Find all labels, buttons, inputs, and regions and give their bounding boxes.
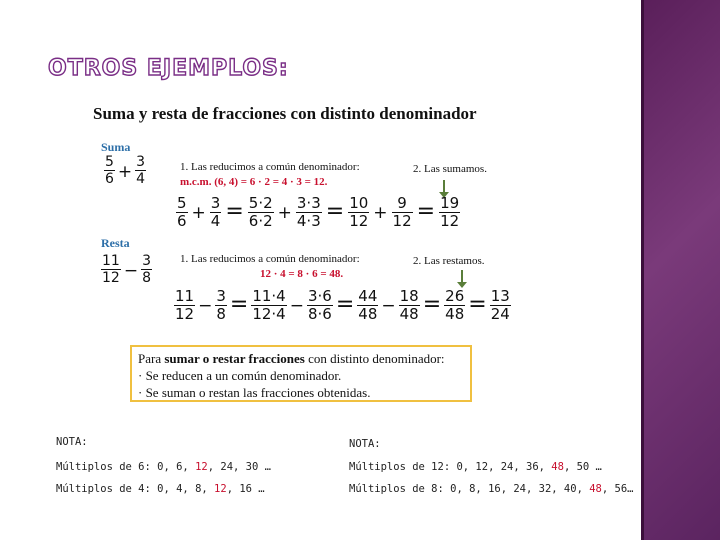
fraction-numerator: 5·2: [248, 194, 273, 212]
resta-problem-fraction: [141, 254, 152, 285]
document-title: Suma y resta de fracciones con distinto denominador: [93, 104, 477, 123]
resta-eq-equals-sign: =: [468, 292, 487, 317]
note-right-line-2-highlight: 48: [589, 483, 602, 495]
resta-label: Resta: [101, 236, 130, 250]
suma-problem-plus-sign: +: [117, 162, 133, 182]
note-right-line-2-suffix: , 56…: [601, 483, 634, 495]
rule-line-3: · Se suman o restan las fracciones obtenidas.: [138, 385, 371, 400]
rule-line-1-bold: sumar o restar fracciones: [164, 351, 305, 366]
resta-arrow: [461, 270, 463, 283]
suma-step1-calc: m.c.m. (6, 4) = 6 · 2 = 4 · 3 = 12.: [180, 176, 328, 188]
fraction-denominator: 6: [105, 171, 114, 187]
fraction-numerator: 11: [102, 253, 120, 269]
fraction-denominator: 48: [445, 305, 465, 323]
fraction-numerator: 26: [445, 287, 465, 305]
note-left-line-2-prefix: Múltiplos de 4: 0, 4, 8,: [56, 483, 215, 495]
fraction-numerator: 11: [175, 287, 195, 305]
resta-step2: 2. Las restamos.: [413, 255, 485, 267]
resta-eq-equals-sign: =: [422, 292, 442, 317]
fraction-numerator: 3: [142, 253, 151, 269]
suma-problem-fraction: [135, 155, 146, 186]
note-left-line-2-highlight: 12: [214, 483, 227, 495]
suma-eq-plus-sign: +: [277, 203, 292, 223]
fraction-denominator: 48: [399, 305, 419, 323]
fraction-denominator: 6·2: [248, 212, 273, 230]
fraction-denominator: 12: [102, 270, 120, 286]
fraction-numerator: 10: [349, 194, 369, 212]
fraction-numerator: 18: [399, 287, 419, 305]
slide-title: OTROS EJEMPLOS:: [48, 56, 289, 81]
note-right-line-1-suffix: , 50 …: [563, 461, 602, 473]
note-left-line-1: [56, 461, 271, 473]
decorative-side-band: [641, 0, 720, 540]
resta-problem-fraction: [101, 254, 121, 285]
note-left-line-1-suffix: , 24, 30 …: [207, 461, 271, 473]
resta-eq-fraction: [490, 289, 511, 322]
resta-eq-fraction: [251, 289, 286, 322]
resta-step1: 1. Las reducimos a común denominador:: [180, 253, 360, 265]
resta-eq-minus-sign: −: [289, 296, 304, 316]
side-band-edge: [641, 0, 644, 540]
suma-eq-fraction: [392, 196, 413, 229]
fraction-numerator: 5: [177, 194, 187, 212]
fraction-denominator: 12: [392, 212, 412, 230]
fraction-denominator: 4·3: [296, 212, 321, 230]
rule-line-1: [138, 350, 464, 367]
suma-eq-equals-sign: =: [416, 199, 436, 224]
suma-eq-fraction: [210, 196, 222, 229]
fraction-numerator: 11·4: [252, 287, 286, 305]
note-right-line-1-prefix: Múltiplos de 12: 0, 12, 24, 36,: [349, 461, 552, 473]
note-right-line-1: [349, 461, 602, 473]
note-right-line-1-highlight: 48: [551, 461, 564, 473]
rule-box: [130, 345, 472, 402]
fraction-denominator: 8·6: [307, 305, 332, 323]
resta-eq-minus-sign: −: [198, 296, 213, 316]
fraction-numerator: 19: [440, 194, 460, 212]
suma-arrow: [443, 180, 445, 193]
resta-eq-fraction: [215, 289, 227, 322]
fraction-denominator: 4: [210, 212, 221, 230]
rule-line-2: · Se reducen a un común denominador.: [138, 368, 342, 383]
fraction-denominator: 12·4: [252, 305, 286, 323]
resta-problem-minus-sign: −: [123, 261, 139, 281]
note-left-label: NOTA:: [56, 436, 88, 448]
fraction-numerator: 3: [210, 194, 221, 212]
suma-eq-plus-sign: +: [373, 203, 388, 223]
suma-label: Suma: [101, 140, 131, 154]
resta-step1-calc: 12 · 4 = 8 · 6 = 48.: [260, 268, 344, 280]
note-right-line-2-prefix: Múltiplos de 8: 0, 8, 16, 24, 32, 40,: [349, 483, 590, 495]
rule-line-1-pre: Para: [138, 351, 165, 366]
fraction-numerator: 3·6: [307, 287, 332, 305]
resta-eq-equals-sign: =: [335, 292, 355, 317]
note-right-label: NOTA:: [349, 438, 381, 450]
suma-eq-equals-sign: =: [325, 199, 345, 224]
suma-eq-fraction: [176, 196, 188, 229]
fraction-denominator: 12: [175, 305, 195, 323]
fraction-numerator: 3: [136, 154, 146, 170]
fraction-numerator: 9: [397, 194, 407, 212]
note-left-line-1-highlight: 12: [195, 461, 208, 473]
fraction-denominator: 8: [216, 305, 226, 323]
fraction-denominator: 12: [349, 212, 369, 230]
suma-eq-fraction: [439, 196, 460, 229]
fraction-numerator: 3·3: [296, 194, 321, 212]
resta-eq-equals-sign: =: [229, 292, 249, 317]
fraction-numerator: 13: [490, 287, 510, 305]
fraction-denominator: 24: [490, 305, 510, 323]
suma-eq-equals-sign: =: [225, 199, 244, 224]
suma-eq-fraction: [248, 196, 274, 229]
fraction-denominator: 6: [177, 212, 187, 230]
resta-eq-minus-sign: −: [381, 296, 396, 316]
resta-eq-fraction: [174, 289, 195, 322]
fraction-denominator: 8: [142, 270, 151, 286]
resta-eq-fraction: [399, 289, 420, 322]
resta-eq-fraction: [307, 289, 333, 322]
note-left-line-1-prefix: Múltiplos de 6: 0, 6,: [56, 461, 196, 473]
fraction-denominator: 12: [440, 212, 460, 230]
suma-step1: 1. Las reducimos a común denominador:: [180, 161, 360, 173]
resta-eq-fraction: [444, 289, 465, 322]
rule-line-1-post: con distinto denominador:: [304, 351, 445, 366]
suma-problem-fraction: [104, 155, 115, 186]
note-right-line-2: [349, 483, 633, 495]
suma-eq-fraction: [348, 196, 369, 229]
suma-eq-plus-sign: +: [191, 203, 206, 223]
note-left-line-2: [56, 483, 265, 495]
fraction-denominator: 4: [136, 171, 146, 187]
suma-eq-fraction: [296, 196, 322, 229]
resta-eq-fraction: [357, 289, 378, 322]
fraction-numerator: 44: [358, 287, 378, 305]
suma-step2: 2. Las sumamos.: [413, 163, 487, 175]
note-left-line-2-suffix: , 16 …: [226, 483, 265, 495]
fraction-denominator: 48: [358, 305, 378, 323]
fraction-numerator: 3: [216, 287, 226, 305]
fraction-numerator: 5: [105, 154, 114, 170]
